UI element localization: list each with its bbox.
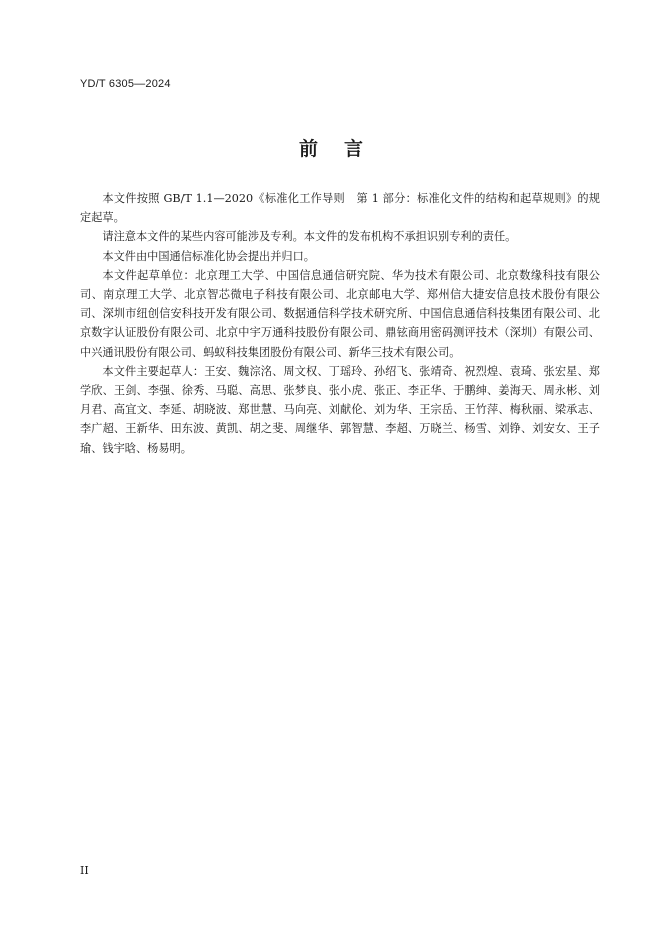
paragraph-drafting-units: 本文件起草单位：北京理工大学、中国信息通信研究院、华为技术有限公司、北京数缘科技有限公司、南京理工大学、北京智芯微电子科技有限公司、北京邮电大学、郑州信大捷安信息技术股份有限公司、深圳市纽创信安科技开发有限公司、数据通信科学技术研究所、中国信息通信科技集团有限公司、北京数字认证股份有限公司、北京中宇万通科技股份有限公司、鼎铉商用密码测评技术（深圳）有限公司、中兴通讯股份有限公司、蚂蚁科技集团股份有限公司、新华三技术有限公司。 [80,268,600,359]
paragraph-drafting-rules: 本文件按照 GB/T 1.1—2020《标准化工作导则 第 1 部分：标准化文件的结构和起草规则》的规定起草。 [80,192,600,225]
paragraph-proposer: 本文件由中国通信标准化协会提出并归口。 [102,249,315,263]
page-title: 前言 [298,138,389,160]
paragraph-drafters: 本文件主要起草人：王安、魏淙洺、周文权、丁瑶玲、孙绍飞、张靖奇、祝烈煌、袁琦、张宏星、郑学欣、王剑、李强、徐秀、马聪、高思、张梦良、张小虎、张正、李正华、于鹏绅、姜海天、周永彬、刘月君、高宜文、李延、胡晓波、郑世慧、马向亮、刘献伦、刘为华、王宗岳、王竹萍、梅秋丽、梁承志、李广超、王新华、田东波、黄凯、胡之斐、周继华、郭智慧、李超、万晓兰、杨雪、刘铮、刘安女、王子瑜、钱宇晗、杨易明。 [80,364,600,455]
page-number: II [80,864,89,877]
foreword-body [80,189,600,458]
document-number: YD/T 6305—2024 [80,78,171,90]
paragraph-patent-notice: 请注意本文件的某些内容可能涉及专利。本文件的发布机构不承担识别专利的责任。 [102,230,517,244]
